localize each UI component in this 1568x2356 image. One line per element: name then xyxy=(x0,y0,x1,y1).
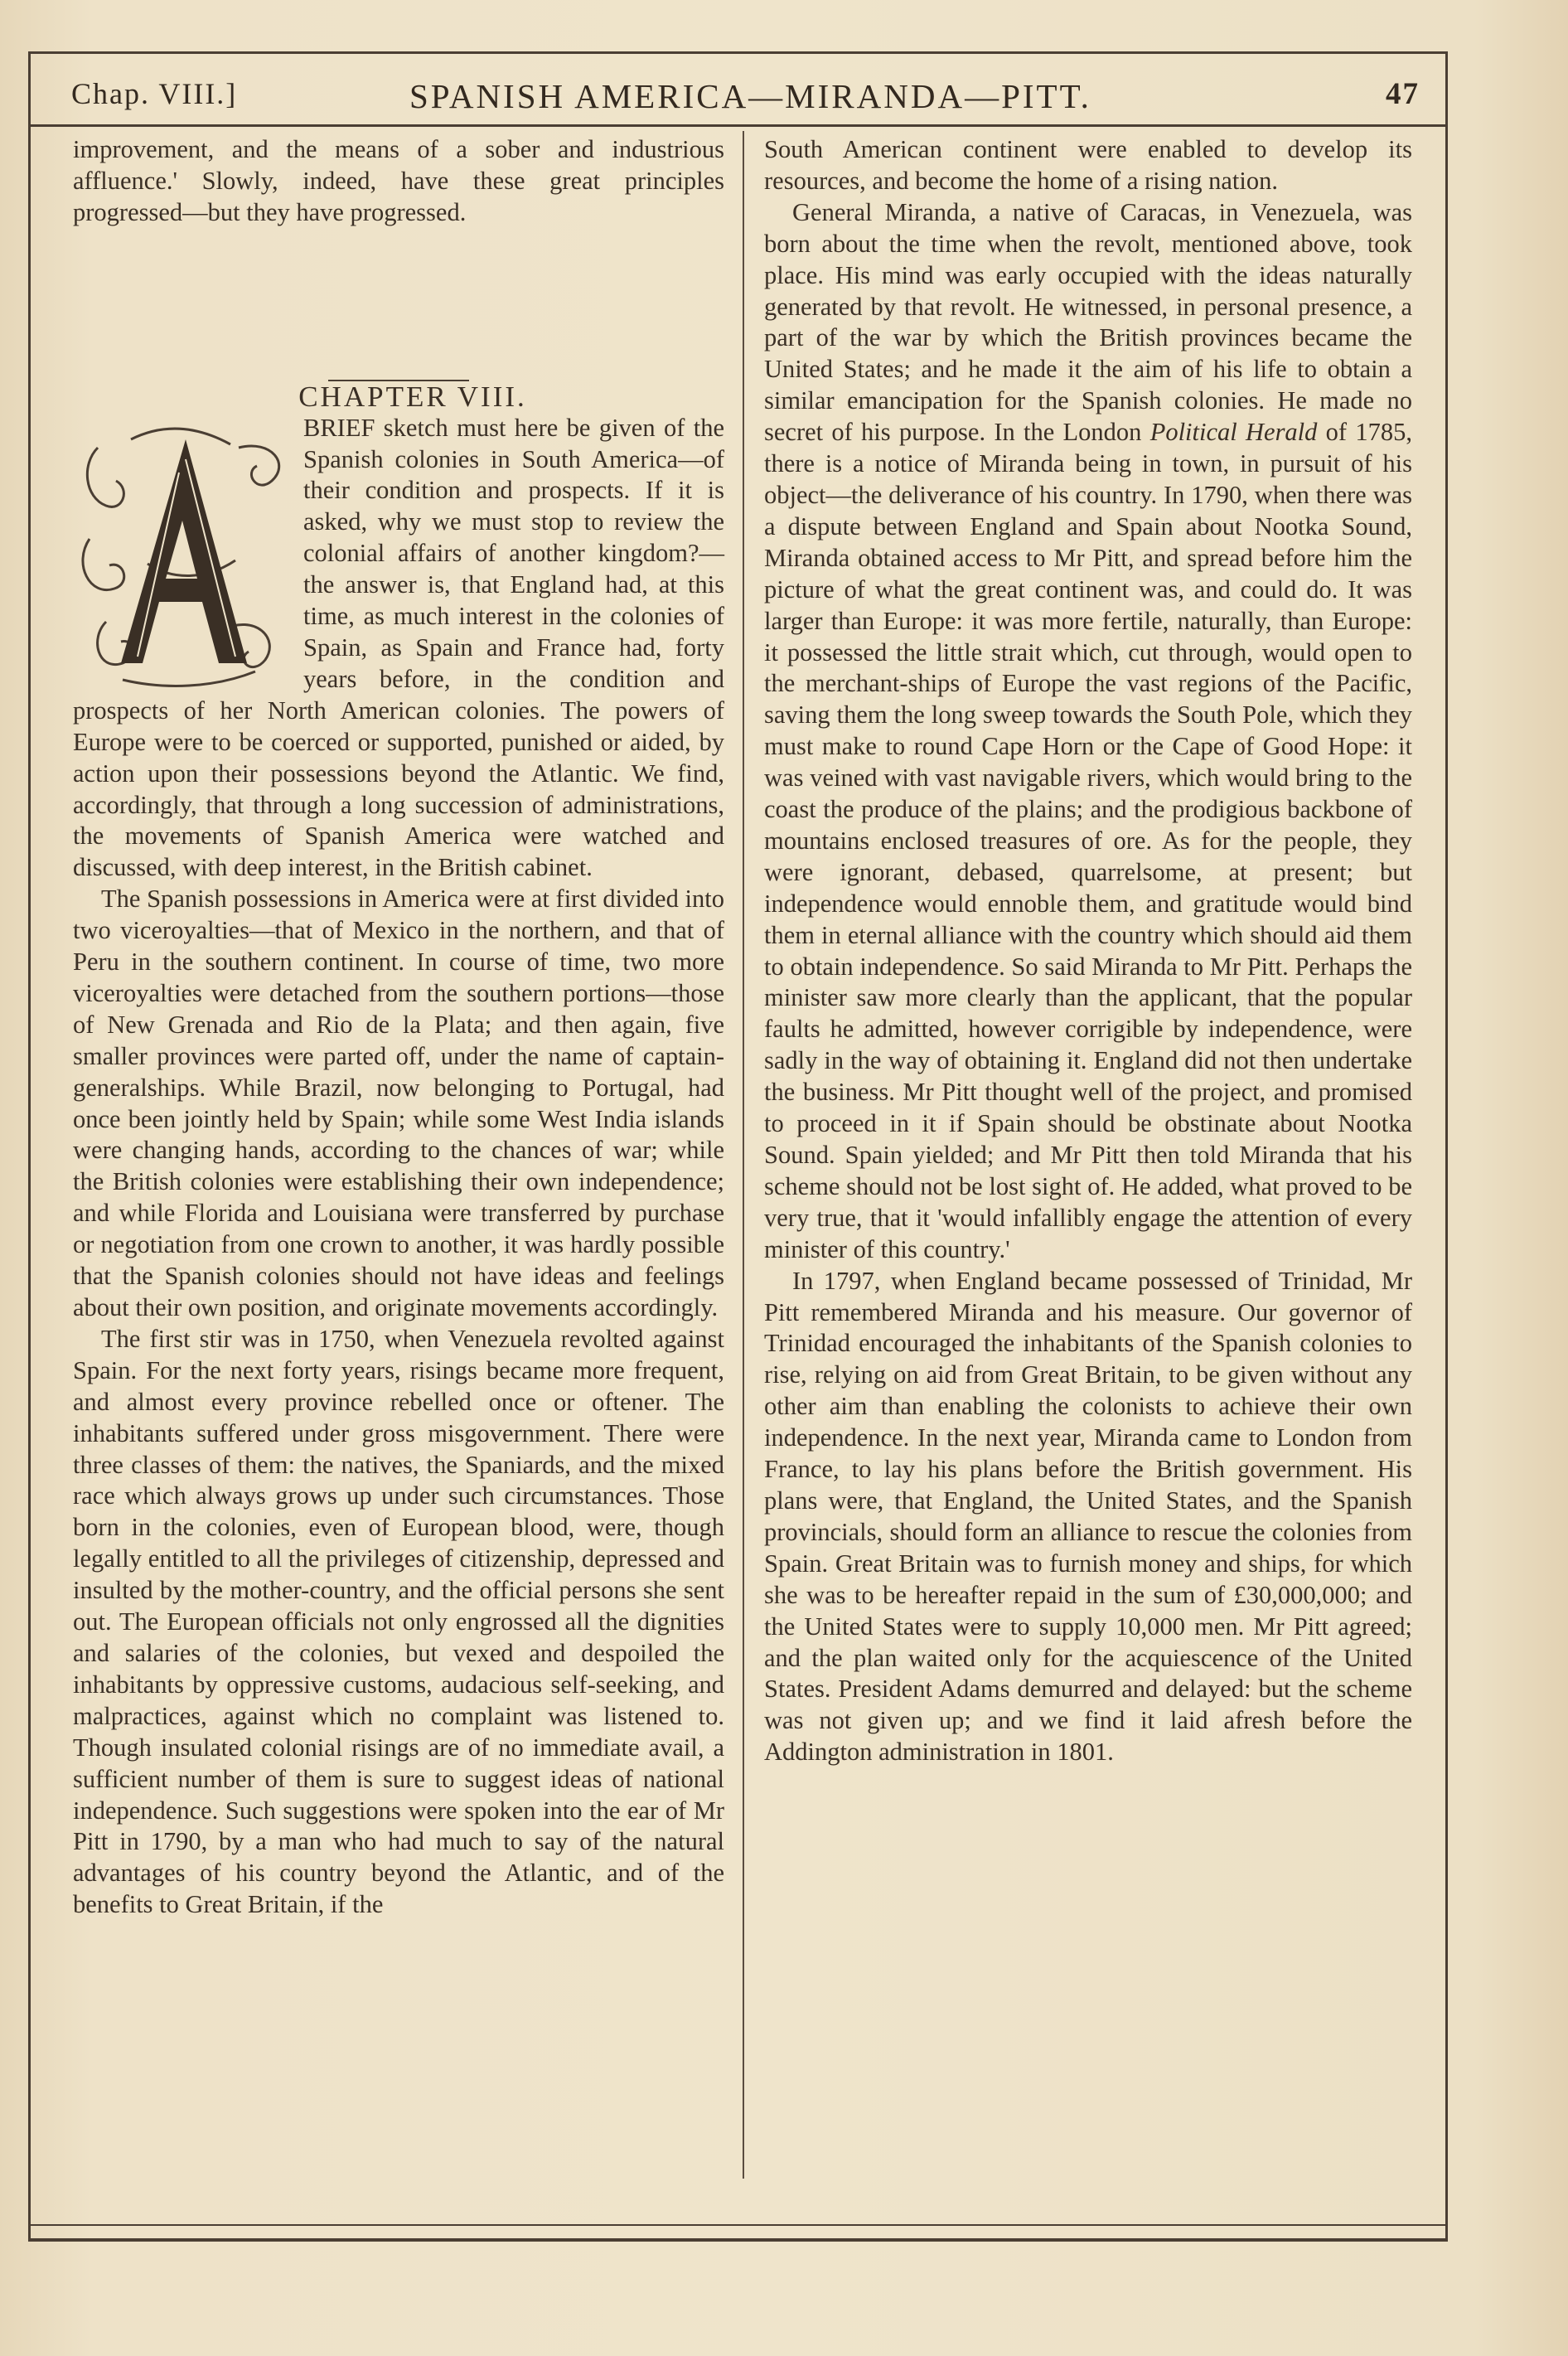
footer-rule xyxy=(28,2224,1448,2226)
paragraph-intro: improvement, and the means of a sober and industrious affluence.' Slowly, indeed, have these great principles progressed—but they have progressed. xyxy=(73,135,724,226)
header-rule xyxy=(28,124,1448,127)
column-divider xyxy=(743,131,744,2179)
left-column xyxy=(73,134,724,1921)
running-header-title: SPANISH AMERICA—MIRANDA—PITT. xyxy=(409,77,1091,115)
frame-bottom-rule xyxy=(28,2238,1448,2242)
paragraph-opening: BRIEF sketch must here be given of the Spanish colonies in South America—of their condition and prospects. If it is asked, why we must stop to review the colonial affairs of another kingdom?—the answer is, that England had, at this time, as much interest in the colonies of Spain, as Spain and France had, forty years before, in the condition and prospects of her North American colonies. The powers of Europe were to be coerced or supported, punished or aided, by action upon their possessions beyond the Atlantic. We find, accordingly, that through a long succession of administrations, the movements of Spanish America were watched and discussed, with deep interest, in the British cabinet. xyxy=(73,413,724,882)
right-column xyxy=(764,134,1412,1768)
paragraph-first-stir: The first stir was in 1750, when Venezuela revolted against Spain. For the next forty years, risings became more frequent, and almost every province rebelled once or oftener. The inhabitants suffered under gross misgovernment. There were three classes of them: the natives, the Spaniards, and the mixed race which always grows up under such circumstances. Those born in the colonies, even of European blood, were, though legally entitled to all the privileges of citizenship, depressed and insulted by the mother-country, and the official persons she sent out. The European officials not only engrossed all the dignities and salaries of the colonies, but vexed and despoiled the inhabitants by oppressive customs, audacious self-seeking, and malpractices, against which no complaint was listened to. Though insulated colonial risings are of no immediate avail, a sufficient number of them is sure to suggest ideas of national independence. Such suggestions were spoken into the ear of Mr Pitt in 1790, by a man who had much to say of the natural advantages of his country beyond the Atlantic, and of the benefits to Great Britain, if the xyxy=(73,1324,724,1919)
frame-left-rule xyxy=(28,51,31,2240)
italic-title: Political Herald xyxy=(1149,418,1318,447)
chapter-heading: CHAPTER VIII. xyxy=(298,380,527,413)
decorative-initial xyxy=(73,414,298,692)
frame-right-rule xyxy=(1445,51,1448,2240)
paragraph-spanish-possessions: The Spanish possessions in America were at first divided into two viceroyalties—that of Mexico in the northern, and that of Peru in the southern continent. In course of time, two more viceroyalties were detached from the southern portions—those of New Grenada and Rio de la Plata; and then again, five smaller provinces were parted off, under the name of captain-generalships. While Brazil, now belonging to Portugal, had once been jointly held by Spain; while some West India islands were changing hands, according to the chances of war; while the British colonies were establishing their own independence; and while Florida and Louisiana were transferred by purchase or negotiation from one crown to another, it was hardly possible that the Spanish colonies should not have ideas and feelings about their own position, and originate movements accordingly. xyxy=(73,885,724,1321)
frame-top-rule xyxy=(28,51,1445,54)
ornament-initial-icon xyxy=(73,414,298,692)
running-header-chapter: Chap. VIII.] xyxy=(71,77,238,110)
paragraph-continued: South American continent were enabled to develop its resources, and become the home of a rising nation. xyxy=(764,135,1412,195)
paragraph-miranda: General Miranda, a native of Caracas, in Venezuela, was born about the time when the revolt, mentioned above, took place. His mind was early occupied with the ideas naturally generated by that revolt. He witnessed, in personal presence, a part of the war by which the British provinces became the United States; and he made it the aim of his life to obtain a similar emancipation for the Spanish colonies. He made no secret of his purpose. In the London Political Herald of 1785, there is a notice of Miranda being in town, in pursuit of his object—the deliverance of his country. In 1790, when there was a dispute between England and Spain about Nootka Sound, Miranda obtained access to Mr Pitt, and spread before him the picture of what the great continent was, and could do. It was larger than Europe: it was more fertile, naturally, than Europe: it possessed the little strait which, cut through, would open to the merchant-ships of Europe the vast regions of the Pacific, saving them the long sweep towards the South Pole, which they must make to round Cape Horn or the Cape of Good Hope: it was veined with vast navigable rivers, which would bring to the coast the produce of the plains; and the prodigious backbone of mountains enclosed treasures of ore. As for the people, they were ignorant, debased, quarrelsome, at present; but independence would ennoble them, and gratitude would bind them in eternal alliance with the country which should aid them to obtain independence. So said Miranda to Mr Pitt. Perhaps the minister saw more clearly than the applicant, that the popular faults he admitted, however corrigible by independence, were sadly in the way of obtaining it. England did not then undertake the business. Mr Pitt thought well of the project, and promised to proceed in it if Spain should be obstinate about Nootka Sound. Spain yielded; and Mr Pitt then told Miranda that his scheme should not be lost sight of. He added, what proved to be very true, that it 'would infallibly engage the attention of every minister of this country.' xyxy=(764,197,1412,1263)
page-number: 47 xyxy=(1386,77,1420,111)
paragraph-trinidad: In 1797, when England became possessed of Trinidad, Mr Pitt remembered Miranda and his measure. Our governor of Trinidad encouraged the inhabitants of the Spanish colonies to rise, relying on aid from Great Britain, to be given without any other aim than enabling the colonists to achieve their own independence. In the next year, Miranda came to London from France, to lay his plans before the British government. His plans were, that England, the United States, and the Spanish provincials, should form an alliance to rescue the colonies from Spain. Great Britain was to furnish money and ships, for which she was to be hereafter repaid in the sum of £30,000,000; and the United States were to supply 10,000 men. Mr Pitt agreed; and the plan waited only for the acquiescence of the United States. President Adams demurred and delayed: but the scheme was not given up; and we find it laid afresh before the Addington administration in 1801. xyxy=(764,1266,1412,1767)
